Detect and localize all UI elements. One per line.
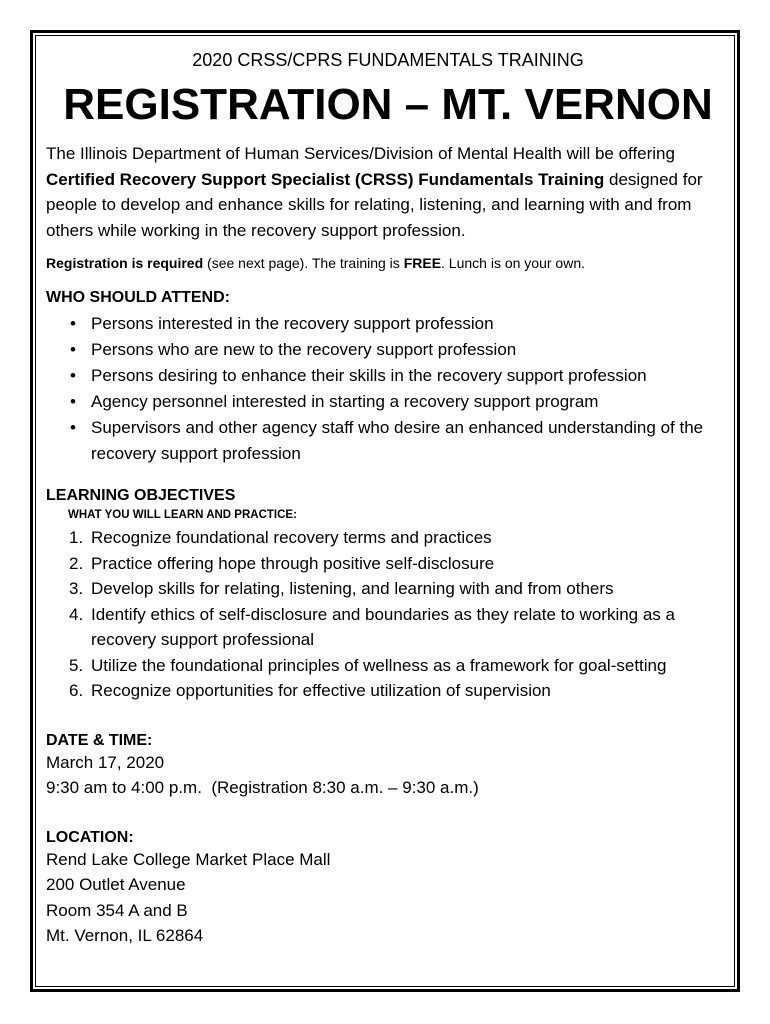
item-number: 4. xyxy=(69,604,84,624)
location-heading: LOCATION: xyxy=(46,828,134,846)
flyer-content xyxy=(46,48,730,949)
event-time: 9:30 am to 4:00 p.m. (Registration 8:30 a.m. – 9:30 a.m.) xyxy=(46,778,479,797)
attendee-list xyxy=(46,311,730,467)
registration-free: FREE xyxy=(403,255,442,271)
objectives-list xyxy=(46,525,730,704)
learning-objectives-heading: LEARNING OBJECTIVES xyxy=(46,487,236,504)
bullet-icon: • xyxy=(70,366,76,385)
event-date: March 17, 2020 xyxy=(46,752,165,772)
list-item xyxy=(46,389,730,415)
list-item xyxy=(46,311,730,337)
item-number: 2. xyxy=(69,553,84,573)
attendee-item-text: Persons desiring to enhance their skills in the recovery support profession xyxy=(91,366,647,385)
learning-objectives-subheading: WHAT YOU WILL LEARN AND PRACTICE: xyxy=(68,509,297,521)
objective-item-text: Practice offering hope through positive self-disclosure xyxy=(91,553,495,573)
registration-text-1: (see next page). The training is xyxy=(203,255,404,271)
registration-note xyxy=(46,255,730,271)
location-street: 200 Outlet Avenue xyxy=(46,875,186,894)
list-item xyxy=(46,337,730,363)
item-number: 5. xyxy=(69,655,84,675)
intro-text-2: designed for people to develop and enhance skills for relating, listening, and learning with and from others while working in the recovery support profession. xyxy=(46,169,703,240)
intro-text-1: The Illinois Department of Human Services/Division of Mental Health will be offering xyxy=(46,144,675,163)
attendee-item-text: Supervisors and other agency staff who desire an enhanced understanding of the recovery support profession xyxy=(91,418,704,463)
registration-text-2: . Lunch is on your own. xyxy=(441,255,586,271)
objective-item-text: Develop skills for relating, listening, and learning with and from others xyxy=(91,579,614,598)
item-number: 1. xyxy=(69,528,84,547)
list-item xyxy=(46,678,730,704)
item-number: 3. xyxy=(69,579,84,598)
date-time-heading: DATE & TIME: xyxy=(46,731,153,749)
attendee-item-text: Agency personnel interested in starting a recovery support program xyxy=(91,392,599,411)
bullet-icon: • xyxy=(70,418,76,437)
list-item xyxy=(46,551,730,577)
objective-item-text: Utilize the foundational principles of wellness as a framework for goal-setting xyxy=(91,655,667,675)
list-item xyxy=(46,653,730,679)
location-venue: Rend Lake College Market Place Mall xyxy=(46,849,331,869)
intro-paragraph xyxy=(46,141,730,243)
page-title: REGISTRATION – MT. VERNON xyxy=(63,80,713,129)
intro-training-name: Certified Recovery Support Specialist (CRSS) Fundamentals Training xyxy=(46,169,605,189)
objective-item-text: Recognize opportunities for effective utilization of supervision xyxy=(91,681,551,700)
attendee-item-text: Persons who are new to the recovery support profession xyxy=(91,340,517,359)
attendee-item-text: Persons interested in the recovery support profession xyxy=(91,314,494,333)
list-item xyxy=(46,525,730,551)
training-name: 2020 CRSS/CPRS FUNDAMENTALS TRAINING xyxy=(192,50,584,70)
bullet-icon: • xyxy=(70,340,76,359)
objective-item-text: Identify ethics of self-disclosure and boundaries as they relate to working as a recovery support professional xyxy=(91,604,675,649)
registration-required: Registration is required xyxy=(46,255,204,271)
list-item xyxy=(46,363,730,389)
who-should-attend-heading: WHO SHOULD ATTEND: xyxy=(46,289,230,306)
item-number: 6. xyxy=(69,681,84,700)
list-item xyxy=(46,415,730,467)
location-city: Mt. Vernon, IL 62864 xyxy=(46,926,204,945)
location-room: Room 354 A and B xyxy=(46,900,188,920)
list-item xyxy=(46,576,730,602)
list-item xyxy=(46,602,730,653)
objective-item-text: Recognize foundational recovery terms and practices xyxy=(91,528,492,547)
bullet-icon: • xyxy=(70,314,76,333)
bullet-icon: • xyxy=(70,392,76,411)
